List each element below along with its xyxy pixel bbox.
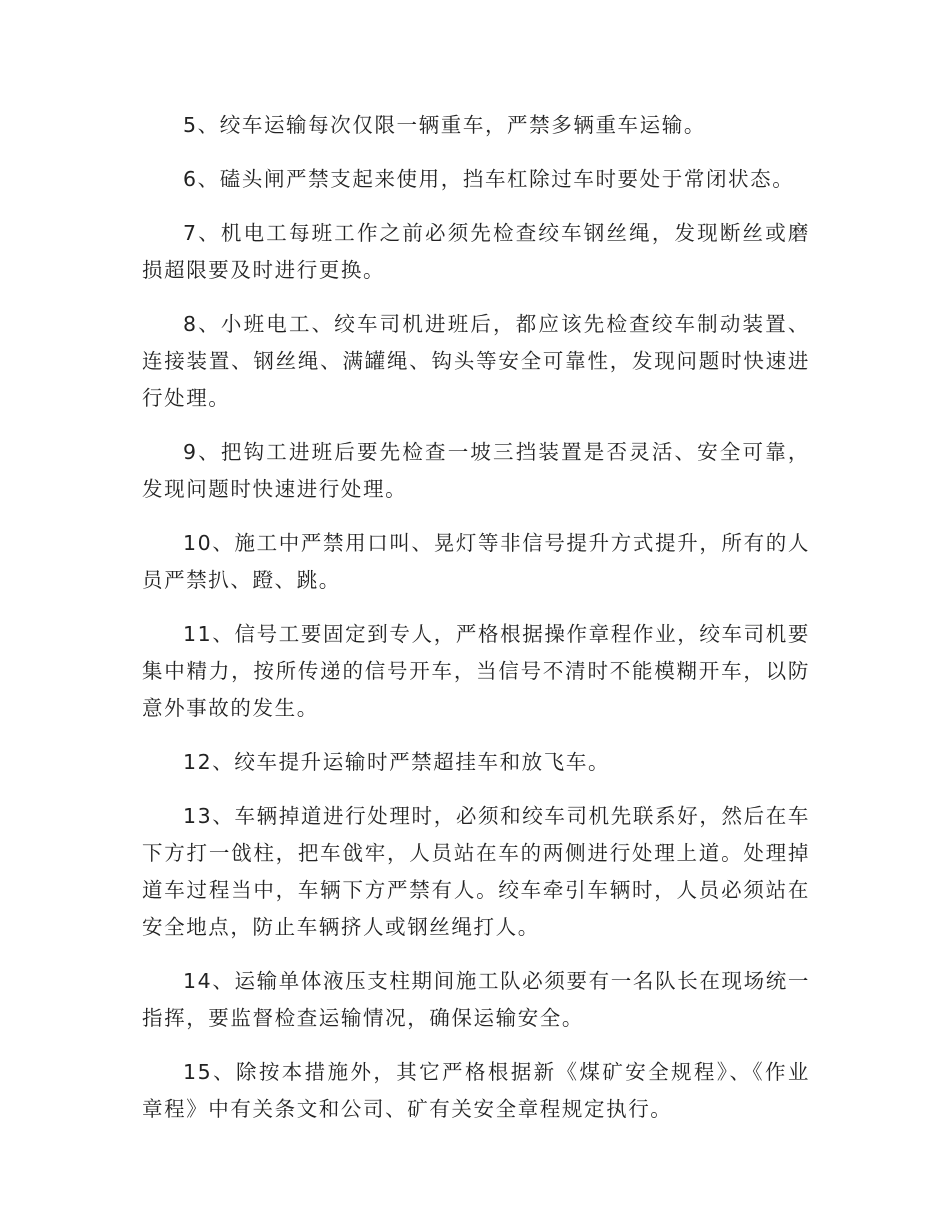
rule-item-12: 12、绞车提升运输时严禁超挂车和放飞车。 [183, 750, 611, 774]
rule-item-13: 13、车辆掉道进行处理时，必须和绞车司机先联系好，然后在车下方打一戗柱，把车戗牢，人员站在车的两侧进行处理上道。处理掉道车过程当中，车辆下方严禁有人。绞车牵引车辆时，人员必须站在安全地点，防止车辆挤人或钢丝绳打人。 [142, 804, 810, 939]
rule-item-8: 8、小班电工、绞车司机进班后，都应该先检查绞车制动装置、连接装置、钢丝绳、满罐绳、钩头等安全可靠性，发现问题时快速进行处理。 [142, 312, 810, 410]
rule-item-5: 5、绞车运输每次仅限一辆重车，严禁多辆重车运输。 [183, 113, 706, 137]
rule-item-7: 7、机电工每班工作之前必须先检查绞车钢丝绳，发现断丝或磨损超限要及时进行更换。 [142, 221, 810, 282]
rule-item-9: 9、把钩工进班后要先检查一坡三挡装置是否灵活、安全可靠，发现问题时快速进行处理。 [142, 440, 810, 501]
rule-item-11: 11、信号工要固定到专人，严格根据操作章程作业，绞车司机要集中精力，按所传递的信号开车，当信号不清时不能模糊开车，以防意外事故的发生。 [142, 622, 810, 720]
rule-item-6: 6、磕头闸严禁支起来使用，挡车杠除过车时要处于常闭状态。 [183, 167, 795, 191]
rule-item-10: 10、施工中严禁用口叫、晃灯等非信号提升方式提升，所有的人员严禁扒、蹬、跳。 [142, 531, 810, 592]
rule-item-15: 15、除按本措施外，其它严格根据新《煤矿安全规程》、《作业章程》中有关条文和公司、矿有关安全章程规定执行。 [142, 1060, 810, 1121]
rule-item-14: 14、运输单体液压支柱期间施工队必须要有一名队长在现场统一指挥，要监督检查运输情况，确保运输安全。 [142, 969, 810, 1030]
